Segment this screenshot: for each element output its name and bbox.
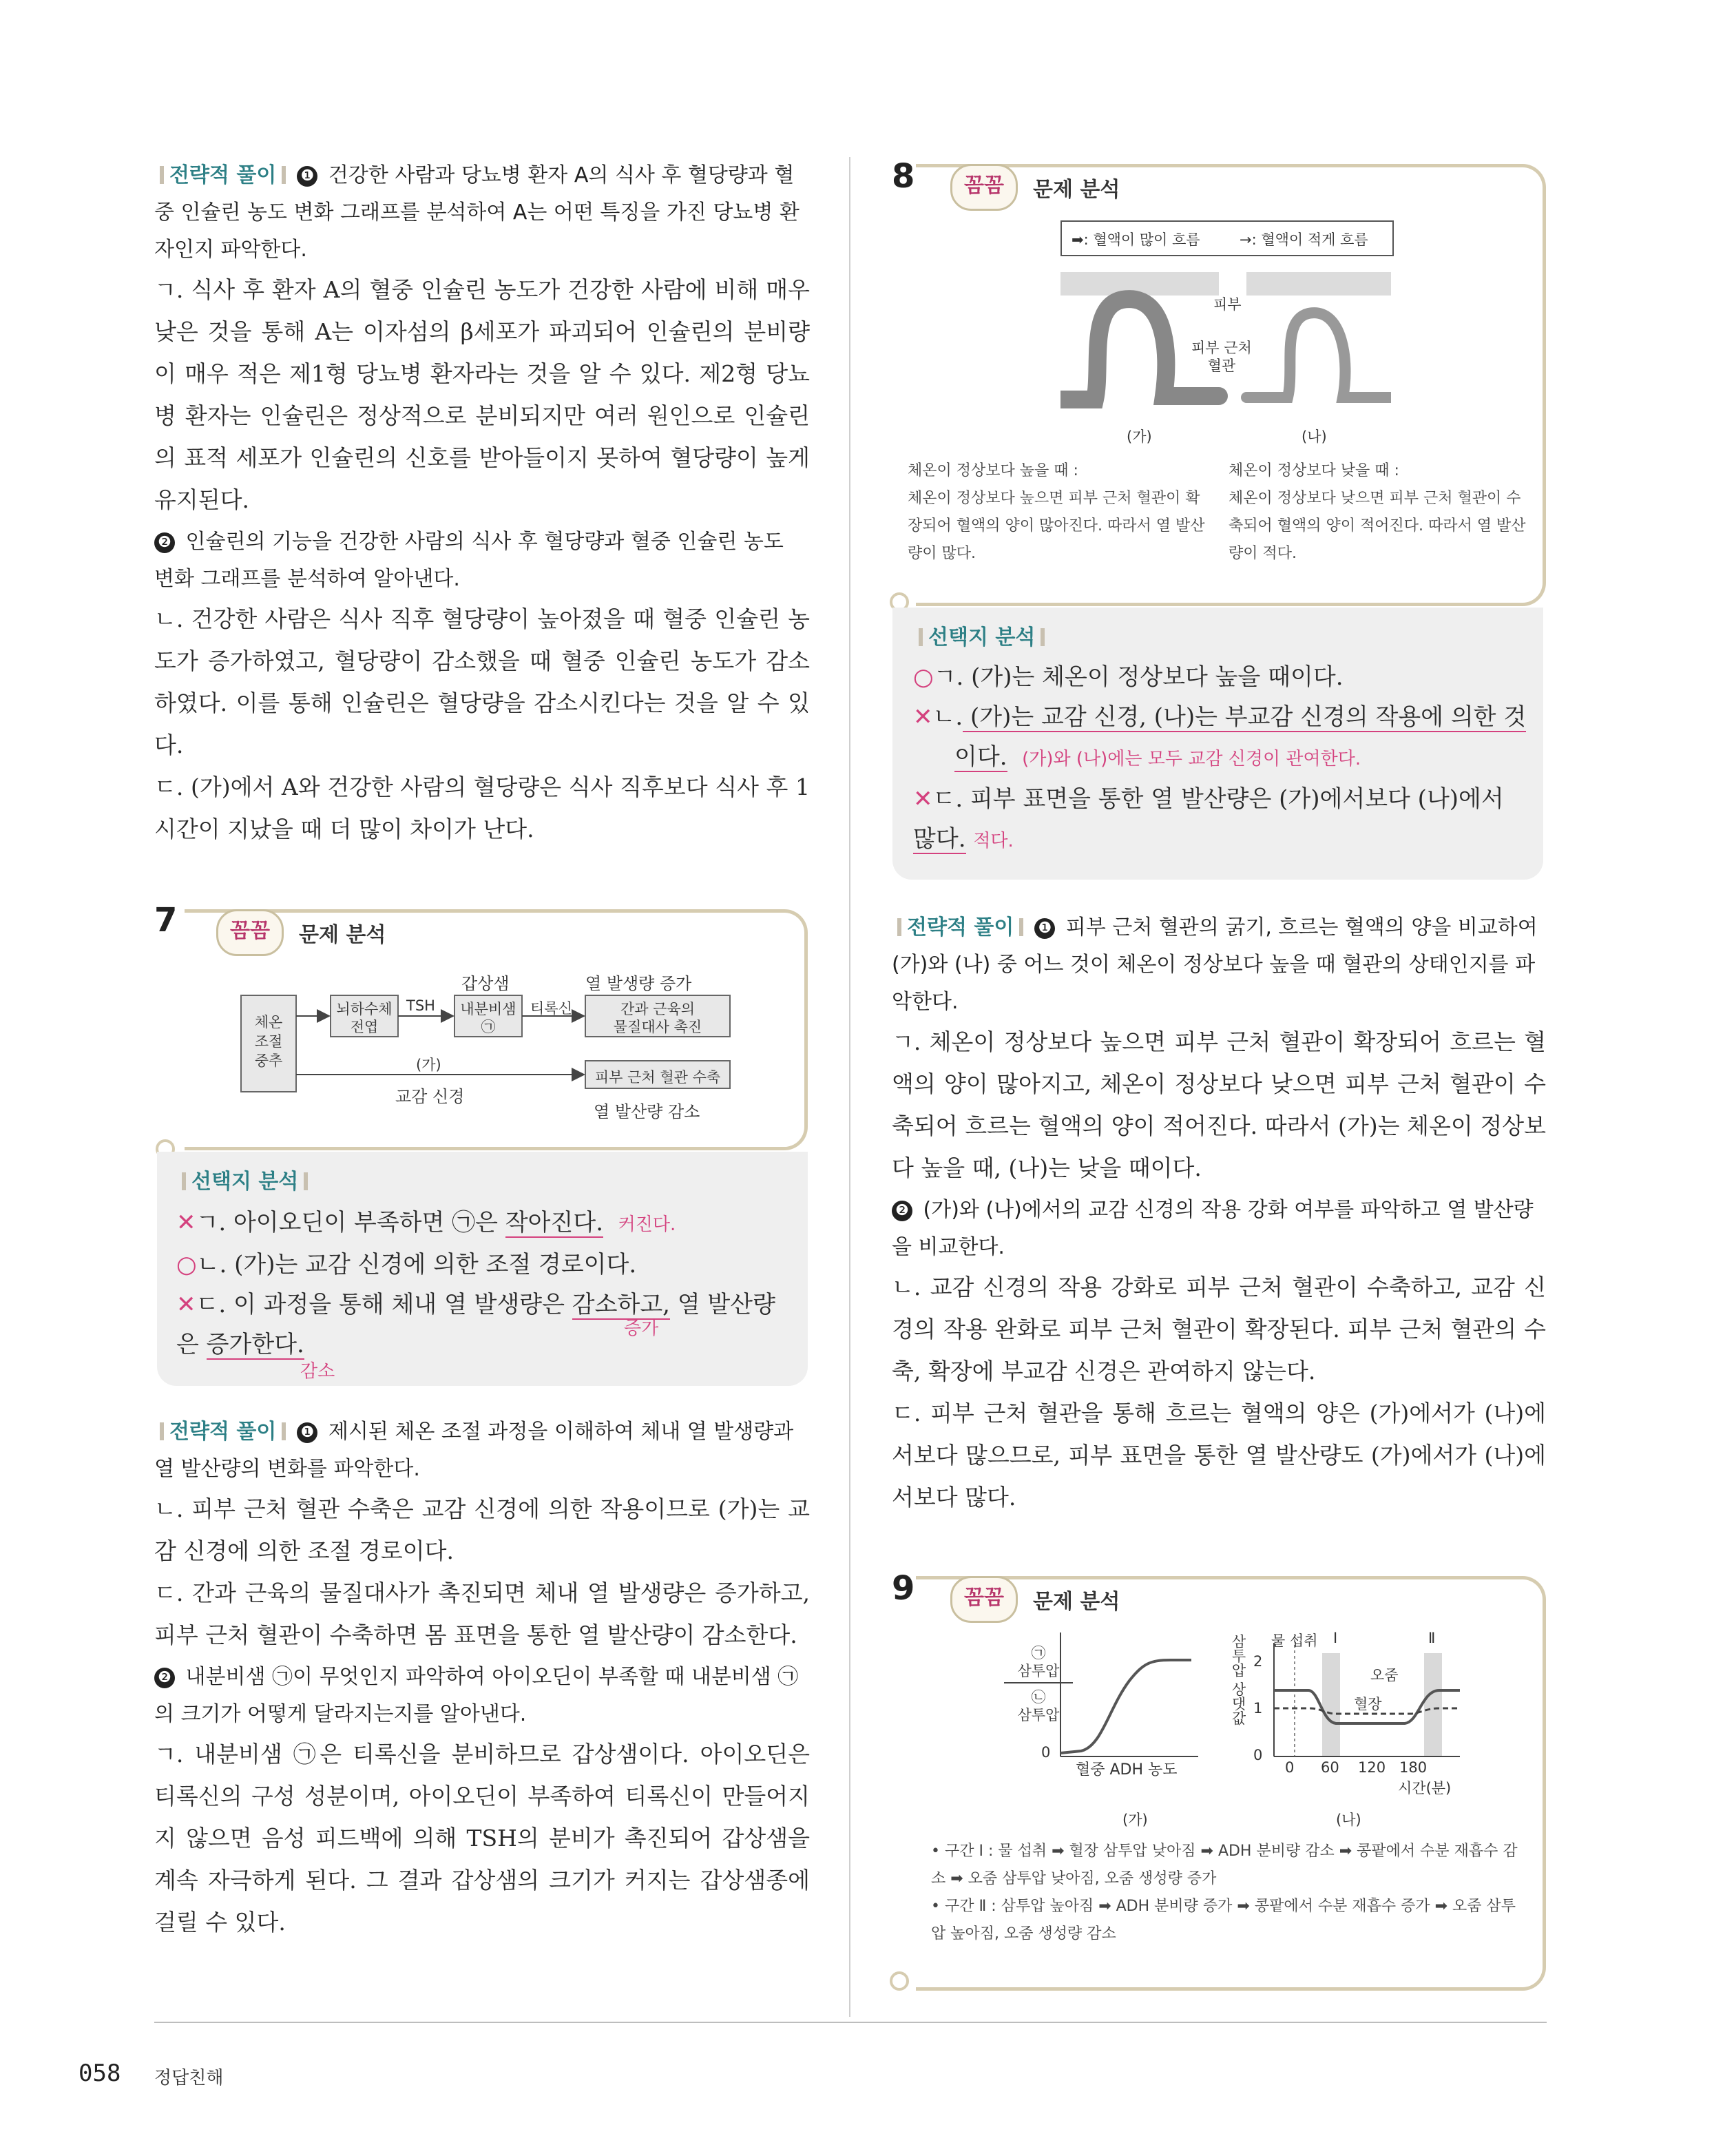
choice-tag: 선택지 분석	[176, 1164, 313, 1194]
choice-digeut: ✕ㄷ. 피부 표면을 통한 열 발산량은 (가)에서보다 (나)에서 많다. 적다.	[913, 785, 1504, 853]
strategy-text: 내분비샘 ㉠이 무엇인지 파악하여 아이오딘이 부족할 때 내분비샘 ㉠의 크기가 어떻게 달라지는지를 알아낸다.	[154, 1665, 799, 1726]
caption-na: (나)	[1336, 1812, 1361, 1828]
strategy-text: 인슐린의 기능을 건강한 사람의 식사 후 혈당량과 혈중 인슐린 농도 변화 그래프를 분석하여 알아낸다.	[154, 530, 784, 591]
notes	[931, 1838, 1523, 1948]
tick-2: 2	[1253, 1653, 1263, 1670]
explanation-nieun: ㄴ. 교감 신경의 작용 강화로 피부 근처 혈관이 수축하고, 교감 신경의 작용 완화로 피부 근처 혈관이 확장된다. 피부 근처 혈관의 수축, 확장에 부교감 신경은 관여하지 않는다.	[892, 1274, 1546, 1385]
explanation-digeut: ㄷ. (가)에서 A와 건강한 사람의 혈당량은 식사 직후보다 식사 후 1시간이 지났을 때 더 많이 차이가 난다.	[154, 774, 810, 842]
xtick-0: 0	[1285, 1759, 1295, 1776]
right-column-text	[892, 909, 1546, 1518]
strategy-tag: 전략적 풀이	[154, 163, 291, 187]
xtick-60: 60	[1321, 1759, 1339, 1776]
thyroid-label: 갑상샘	[461, 974, 510, 993]
footer-rule	[154, 2022, 1547, 2023]
tsh-label: TSH	[406, 997, 435, 1014]
choice-nieun: ○ㄴ. (가)는 교감 신경에 의한 조절 경로이다.	[176, 1251, 637, 1278]
strategy-p1	[154, 1413, 810, 1488]
xtick-120: 120	[1358, 1759, 1386, 1776]
question-number: 8	[892, 157, 915, 196]
choice-digeut: ✕ㄷ. 이 과정을 통해 체내 열 발생량은 감소하고, 열 발산량은 증가한다.	[176, 1291, 775, 1358]
choice-giyeok: ✕ㄱ. 아이오딘이 부족하면 ㉠은 작아진다. 커진다.	[176, 1209, 676, 1236]
note-section2: • 구간 Ⅱ : 삼투압 높아짐 ➡ ADH 분비량 증가 ➡ 콩팥에서 수분 재흡수 증가 ➡ 오줌 삼투압 높아짐, 오줌 생성량 감소	[931, 1898, 1516, 1942]
water-intake-label: 물 섭취	[1271, 1632, 1318, 1649]
sympathetic-label: 교감 신경	[395, 1087, 465, 1106]
adh-curve-graph	[1054, 1626, 1205, 1763]
section1-label: Ⅰ	[1333, 1630, 1338, 1646]
step-2-badge: ❷	[154, 1668, 175, 1688]
step-2-badge: ❷	[154, 532, 175, 553]
choice-tag: 선택지 분석	[913, 620, 1050, 650]
strategy-p1	[154, 157, 810, 269]
correct-mark-icon: ○	[176, 1251, 197, 1278]
legend-weak-flow: →: 혈액이 적게 흐름	[1240, 231, 1368, 248]
vessel-label: 피부 근처 혈관	[1191, 340, 1252, 374]
wrong-mark-icon: ✕	[176, 1209, 196, 1236]
origin-label: 0	[1041, 1744, 1051, 1761]
ga-label: (가)	[1127, 428, 1152, 445]
choice-list	[176, 1203, 796, 1365]
strategy-text: (가)와 (나)에서의 교감 신경의 작용 강화 여부를 파악하고 열 발산량을 비교한다.	[892, 1198, 1534, 1259]
choice-list	[913, 657, 1533, 861]
pituitary-label: 뇌하수체 전엽	[336, 1001, 393, 1035]
frame-dot	[890, 1971, 909, 1991]
wrong-mark-icon: ✕	[913, 785, 933, 813]
step-1-badge: ❶	[297, 1422, 317, 1443]
page-number: 058	[79, 2060, 121, 2087]
explanation-nieun: ㄴ. 건강한 사람은 식사 직후 혈당량이 높아졌을 때 혈중 인슐린 농도가 증가하였고, 혈당량이 감소했을 때 혈중 인슐린 농도가 감소하였다. 이를 통해 인슐린은 혈당량을 감소시킨다는 것을 알 수 있다.	[154, 605, 810, 758]
left-column-lower	[154, 1413, 810, 1943]
badge-ggomggom: 꼼꼼	[950, 1576, 1018, 1623]
strategy-text: 피부 근처 혈관의 굵기, 흐르는 혈액의 양을 비교하여 (가)와 (나) 중 어느 것이 체온이 정상보다 높을 때 혈관의 상태인지를 파악한다.	[892, 915, 1538, 1014]
question-number: 9	[892, 1569, 915, 1608]
footer-title: 정답친해	[154, 2068, 224, 2088]
explanation-giyeok: ㄱ. 내분비샘 ㉠은 티록신을 분비하므로 갑상샘이다. 아이오딘은 티록신의 구성 성분이며, 아이오딘이 부족하여 티록신이 만들어지지 않으면 음성 피드백에 의해 TSH의 분비가 촉진되어 갑상샘을 계속 자극하게 된다. 그 결과 갑상샘의 크기가 커지는 갑상샘종에 걸릴 수 있다.	[154, 1741, 810, 1936]
legend-strong-flow: ➡: 혈액이 많이 흐름	[1072, 231, 1200, 248]
explanation-digeut: ㄷ. 간과 근육의 물질대사가 촉진되면 체내 열 발생량은 증가하고, 피부 근처 혈관이 수축하면 몸 표면을 통한 열 발산량이 감소한다.	[154, 1579, 810, 1648]
ylabel-osmotic2: 삼투압	[1017, 1707, 1060, 1723]
ylabel-circle2: ㉡	[1031, 1689, 1046, 1706]
xlabel-adh: 혈중 ADH 농도	[1076, 1761, 1178, 1779]
na-label: (나)	[1302, 428, 1327, 445]
section1-band	[1322, 1653, 1340, 1756]
strategy-text: 제시된 체온 조절 과정을 이해하여 체내 열 발생량과 열 발산량의 변화를 파악한다.	[154, 1420, 794, 1481]
plasma-label: 혈장	[1354, 1696, 1382, 1712]
tick-0: 0	[1253, 1747, 1263, 1763]
correction-increase: 증가	[624, 1318, 659, 1339]
skin-layer-right	[1246, 272, 1391, 296]
center-label: 체온 조절 중추	[254, 1014, 283, 1069]
badge-title: 문제 분석	[299, 923, 386, 947]
step-2-badge: ❷	[892, 1201, 912, 1221]
ga-label: (가)	[416, 1057, 441, 1073]
ylabel-circle1: ㉠	[1031, 1645, 1046, 1661]
explanation-giyeok: ㄱ. 식사 후 환자 A의 혈중 인슐린 농도가 건강한 사람에 비해 매우 낮은 것을 통해 A는 이자섬의 β세포가 파괴되어 인슐린의 분비량이 매우 적은 제1형 당뇨병 환자라는 것을 알 수 있다. 제2형 당뇨병 환자는 인슐린은 정상적으로 분비되지만 여러 원인으로 인슐린의 표적 세포가 인슐린의 신호를 받아들이지 못하여 혈당량이 높게 유지된다.	[154, 276, 810, 513]
tick-1: 1	[1253, 1700, 1263, 1717]
choice-nieun-cont: 이다. (가)와 (나)에는 모두 교감 신경이 관여한다.	[954, 743, 1361, 771]
strategy-tag: 전략적 풀이	[154, 1420, 291, 1444]
constricted-vessel	[1246, 313, 1391, 397]
choice-nieun: ✕ㄴ. (가)는 교감 신경, (나)는 부교감 신경의 작용에 의한 것	[913, 703, 1527, 731]
badge-title: 문제 분석	[1033, 178, 1120, 202]
strategy-p2	[154, 524, 810, 598]
left-column	[154, 157, 810, 850]
note-section1: • 구간 Ⅰ : 물 섭취 ➡ 혈장 삼투압 낮아짐 ➡ ADH 분비량 감소 ➡ 콩팥에서 수분 재흡수 감소 ➡ 오줌 삼투압 낮아짐, 오줌 생성량 증가	[931, 1843, 1518, 1887]
heat-loss-label: 열 발산량 감소	[594, 1102, 700, 1121]
strategy-text: 건강한 사람과 당뇨병 환자 A의 식사 후 혈당량과 혈중 인슐린 농도 변화 그래프를 분석하여 A는 어떤 특징을 가진 당뇨병 환자인지 파악한다.	[154, 163, 799, 262]
ylabel-relative: 삼투압 상댓값	[1230, 1634, 1246, 1725]
choice-giyeok: ○ㄱ. (가)는 체온이 정상보다 높을 때이다.	[913, 663, 1344, 691]
strategy-p2	[154, 1659, 810, 1733]
correction-decrease: 감소	[300, 1361, 335, 1382]
adh-curve	[1060, 1660, 1191, 1753]
strategy-p2	[892, 1192, 1546, 1266]
xtick-180: 180	[1399, 1759, 1428, 1776]
strategy-tag: 전략적 풀이	[892, 915, 1029, 940]
vasoconstriction-label: 피부 근처 혈관 수축	[594, 1069, 721, 1086]
correct-mark-icon: ○	[913, 663, 934, 691]
badge-ggomggom: 꼼꼼	[950, 164, 1018, 211]
explanation-giyeok: ㄱ. 체온이 정상보다 높으면 피부 근처 혈관이 확장되어 흐르는 혈액의 양이 많아지고, 체온이 정상보다 낮으면 피부 근처 혈관이 수축되어 흐르는 혈액의 양이 적어진다. 따라서 (가)는 체온이 정상보다 높을 때, (나)는 낮을 때이다.	[892, 1028, 1546, 1181]
section2-band	[1424, 1653, 1442, 1756]
na-description: 체온이 정상보다 낮을 때 : 체온이 정상보다 낮으면 피부 근처 혈관이 수축되어 혈액의 양이 적어진다. 따라서 열 발산량이 적다.	[1229, 462, 1526, 562]
ga-description: 체온이 정상보다 높을 때 : 체온이 정상보다 높으면 피부 근처 혈관이 확장되어 혈액의 양이 많아진다. 따라서 열 발산량이 많다.	[908, 462, 1205, 562]
xunit-label: 시간(분)	[1398, 1780, 1452, 1796]
ylabel-osmotic1: 삼투압	[1017, 1663, 1060, 1679]
urine-label: 오줌	[1370, 1667, 1399, 1683]
explanation-nieun: ㄴ. 피부 근처 혈관 수축은 교감 신경에 의한 작용이므로 (가)는 교감 신경에 의한 조절 경로이다.	[154, 1495, 810, 1564]
step-1-badge: ❶	[297, 166, 317, 187]
explanation-digeut: ㄷ. 피부 근처 혈관을 통해 흐르는 혈액의 양은 (가)에서가 (나)에서보다 많으므로, 피부 표면을 통한 열 발산량도 (가)에서가 (나)에서보다 많다.	[892, 1400, 1546, 1511]
caption-ga: (가)	[1122, 1812, 1148, 1828]
wrong-mark-icon: ✕	[176, 1291, 196, 1318]
badge-ggomggom: 꼼꼼	[216, 909, 284, 956]
metabolism-label: 간과 근육의 물질대사 촉진	[613, 1001, 702, 1035]
badge-title: 문제 분석	[1033, 1590, 1120, 1614]
gland-label: 내분비샘 ㉠	[460, 1001, 516, 1035]
strategy-p1	[892, 909, 1546, 1021]
section2-label: Ⅱ	[1428, 1630, 1436, 1646]
legend-box	[1060, 220, 1394, 256]
thyroxine-label: 티록신	[530, 1000, 572, 1017]
wrong-mark-icon: ✕	[913, 703, 933, 731]
skin-label: 피부	[1213, 296, 1242, 313]
question-number: 7	[154, 901, 178, 940]
step-1-badge: ❶	[1034, 918, 1055, 939]
heat-production-label: 열 발생량 증가	[585, 974, 692, 993]
column-divider	[849, 157, 850, 2017]
